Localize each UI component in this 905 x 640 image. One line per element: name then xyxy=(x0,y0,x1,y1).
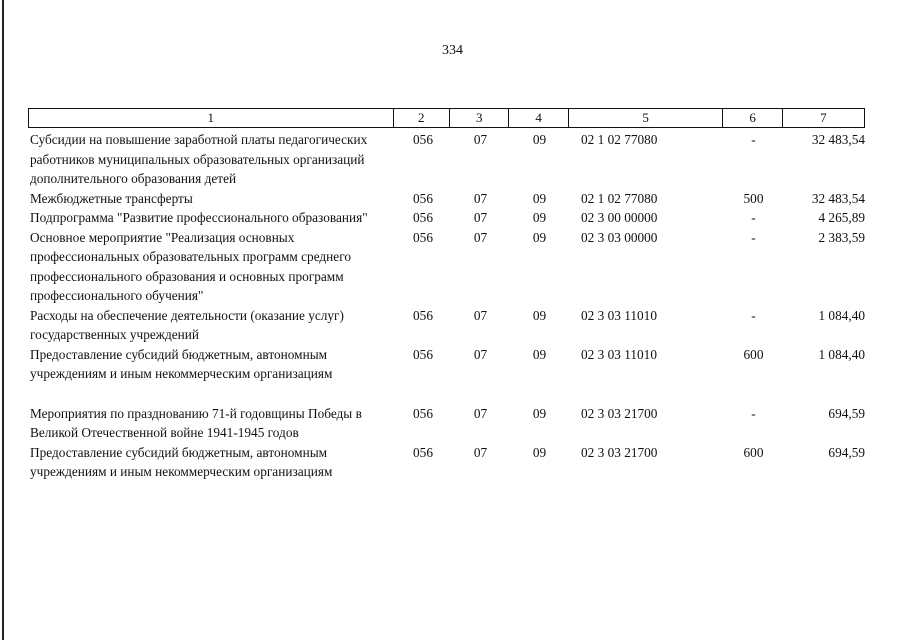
row-name: Основное мероприятие "Реализация основных профессиональных образовательных программ среднего профессионального образования и основных программ профессионального обучения" xyxy=(30,229,351,303)
row-section: 07 xyxy=(473,190,488,206)
row-name: Подпрограмма "Развитие профессионального образования" xyxy=(30,210,368,225)
row-amount: 694,59 xyxy=(828,405,865,421)
row-amount: 32 483,54 xyxy=(811,132,865,147)
row-amount: 2 383,59 xyxy=(818,229,865,245)
row-subsection: 09 xyxy=(532,190,547,206)
row-name: Межбюджетные трансферты xyxy=(30,190,193,206)
row-subsection: 09 xyxy=(532,210,547,225)
row-subsection: 09 xyxy=(532,229,547,245)
row-name: Предоставление субсидий бюджетным, автономным учреждениям и иным некоммерческим организациям xyxy=(30,346,333,381)
row-target-code: 02 3 03 00000 xyxy=(581,229,658,245)
row-expense-type: - xyxy=(751,405,756,421)
row-section: 07 xyxy=(473,405,488,421)
header-cell-2: 2 xyxy=(393,109,449,127)
page-number: 334 xyxy=(442,43,463,58)
budget-table xyxy=(28,108,865,482)
row-section: 07 xyxy=(473,132,488,147)
header-cell-3: 3 xyxy=(449,109,508,127)
row-expense-type: - xyxy=(751,132,756,147)
row-spacer xyxy=(28,384,865,404)
row-expense-type: - xyxy=(751,307,756,323)
row-admin-code: 056 xyxy=(413,190,433,206)
row-section: 07 xyxy=(473,210,488,225)
header-cell-4: 4 xyxy=(508,109,567,127)
header-cell-1: 1 xyxy=(207,110,214,125)
header-cell-6: 6 xyxy=(722,109,781,127)
row-admin-code: 056 xyxy=(413,210,433,225)
row-target-code: 02 3 00 00000 xyxy=(581,210,658,225)
row-name: Субсидии на повышение заработной платы педагогических работников муниципальных образовательных организаций дополнительного образования детей xyxy=(30,132,368,186)
row-amount: 1 084,40 xyxy=(818,346,865,362)
row-section: 07 xyxy=(473,229,488,245)
row-section: 07 xyxy=(473,346,488,362)
row-subsection: 09 xyxy=(532,444,547,460)
table-row xyxy=(28,130,865,189)
row-subsection: 09 xyxy=(532,346,547,362)
row-expense-type: - xyxy=(751,229,756,245)
row-expense-type: 600 xyxy=(743,346,764,362)
header-cell-5: 5 xyxy=(568,109,723,127)
row-subsection: 09 xyxy=(532,132,547,147)
row-section: 07 xyxy=(473,444,488,460)
row-admin-code: 056 xyxy=(413,307,433,323)
row-admin-code: 056 xyxy=(413,346,433,362)
table-row xyxy=(28,404,865,443)
row-target-code: 02 3 03 11010 xyxy=(581,346,657,362)
row-admin-code: 056 xyxy=(413,444,433,460)
row-name: Предоставление субсидий бюджетным, автономным учреждениям и иным некоммерческим организациям xyxy=(30,444,333,479)
table-row xyxy=(28,228,865,306)
table-row xyxy=(28,306,865,345)
row-target-code: 02 1 02 77080 xyxy=(581,132,658,147)
row-target-code: 02 3 03 11010 xyxy=(581,307,657,323)
row-subsection: 09 xyxy=(532,307,547,323)
row-target-code: 02 1 02 77080 xyxy=(581,190,658,206)
row-amount: 32 483,54 xyxy=(811,190,865,206)
table-row xyxy=(28,208,865,228)
row-expense-type: 600 xyxy=(743,444,764,460)
row-admin-code: 056 xyxy=(413,405,433,421)
table-row xyxy=(28,443,865,482)
row-admin-code: 056 xyxy=(413,132,433,147)
row-target-code: 02 3 03 21700 xyxy=(581,405,658,421)
row-name: Мероприятия по празднованию 71-й годовщины Победы в Великой Отечественной войне 1941-1945 годов xyxy=(30,405,362,440)
table-row xyxy=(28,345,865,384)
row-amount: 694,59 xyxy=(828,444,865,460)
row-amount: 1 084,40 xyxy=(818,307,865,323)
row-expense-type: - xyxy=(751,210,756,225)
row-admin-code: 056 xyxy=(413,229,433,245)
row-subsection: 09 xyxy=(532,405,547,421)
row-target-code: 02 3 03 21700 xyxy=(581,444,658,460)
row-expense-type: 500 xyxy=(743,190,764,206)
row-name: Расходы на обеспечение деятельности (оказание услуг) государственных учреждений xyxy=(30,307,344,342)
table-row xyxy=(28,189,865,209)
row-section: 07 xyxy=(473,307,488,323)
page-edge-line xyxy=(2,0,4,640)
header-cell-7: 7 xyxy=(782,109,864,127)
row-amount: 4 265,89 xyxy=(818,210,865,225)
table-header-row xyxy=(28,108,865,128)
